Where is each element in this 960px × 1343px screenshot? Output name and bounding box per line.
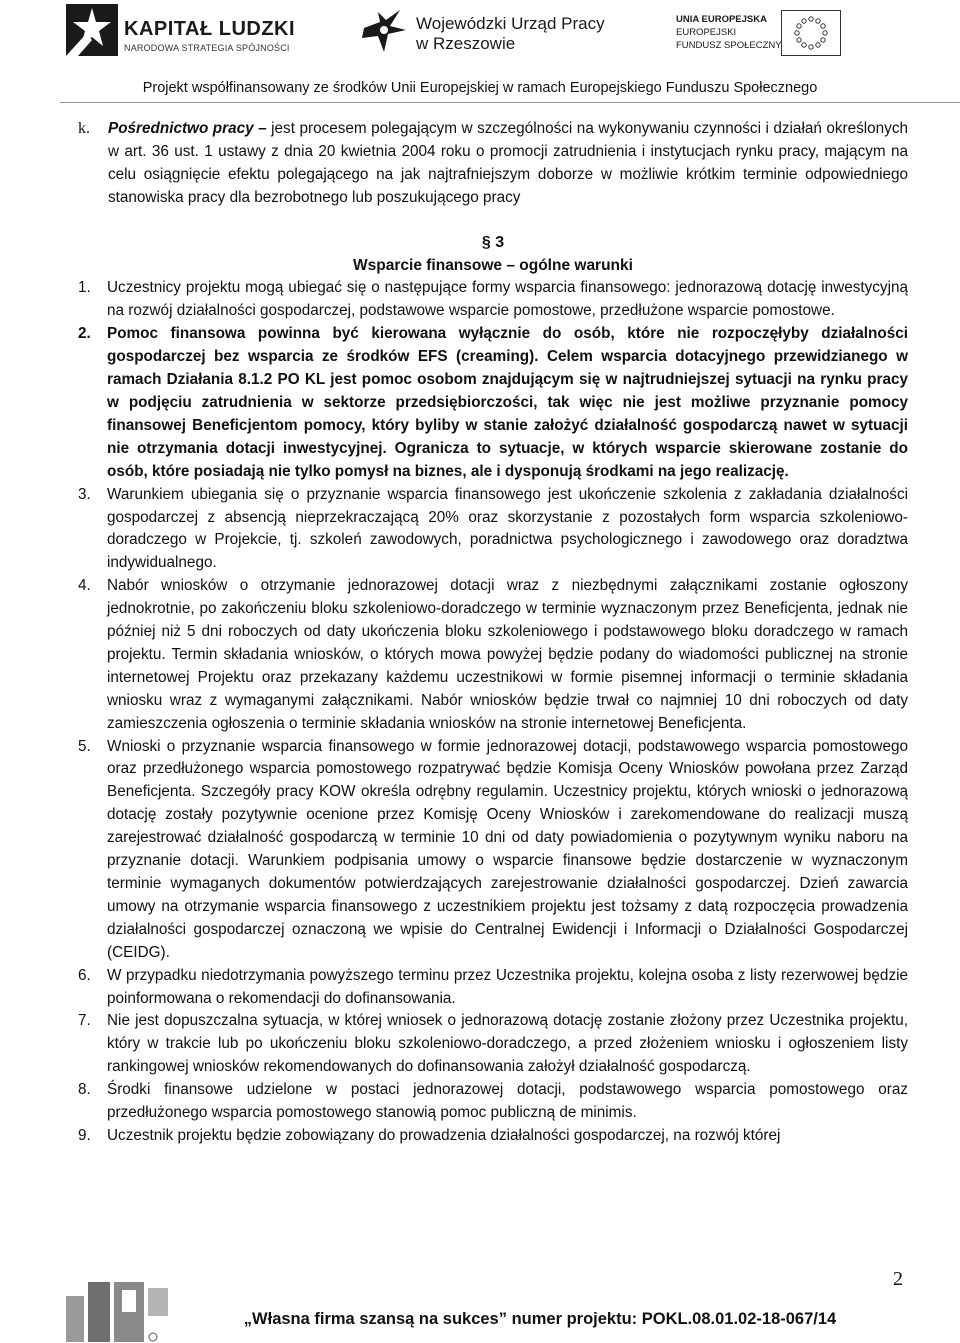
list-item-number: 7. — [78, 1012, 91, 1030]
list-item — [78, 323, 908, 483]
list-item — [78, 484, 908, 576]
list-item — [78, 1010, 908, 1079]
list-item-text: Środki finansowe udzielone w postaci jednorazowej dotacji, podstawowego wsparcia pomostowego oraz przedłużonego wsparcia pomostowego stanowią pomoc publiczną de minimis. — [107, 1081, 908, 1122]
list-item-number: 1. — [78, 279, 91, 297]
logo-wup-line2: w Rzeszowie — [416, 34, 516, 53]
definition-text: jest procesem polegającym w szczególności na wykonywaniu czynności i działań określonych w art. 36 ust. 1 ustawy z dnia 20 kwietnia 2004 roku o promocji zatrudnienia i instytucjach rynku pracy, mającym na celu osiągnięcie efektu polegającego na jak najtrafniejszym doborze w możliwie krótkim terminie odpowiedniego stanowiska pracy dla bezrobotnego lub poszukującego pracy — [108, 120, 908, 206]
list-item-text: Nie jest dopuszczalna sytuacja, w której wniosek o jednorazową dotację zostanie złożony przez Uczestnika projektu, który w trakcie lub po ukończeniu bloku szkoleniowo-doradczego, a przed złożeniem wniosku i ogłoszeniem listy rankingowej wniosków rekomendowanych do dofinansowania założył działalność gospodarczą. — [107, 1012, 908, 1076]
definition-dash: – — [253, 120, 272, 137]
logo-kl-title: KAPITAŁ LUDZKI — [124, 18, 296, 40]
list-item-number: 2. — [78, 325, 91, 343]
list-item-text: Pomoc finansowa powinna być kierowana wyłącznie do osób, które nie rozpoczęłyby działalności gospodarczej bez wsparcia ze środków EFS (creaming). Celem wsparcia dotacyjnego przewidzianego w ramach Działania 8.1.2 PO KL jest pomoc osobom znajdującym się w najtrudniejszej sytuacji na rynku pracy w podjęciu zatrudnienia w sektorze przedsiębiorczości, tak więc nie jest możliwe przyznanie pomocy finansowej Beneficjentom pomocy, który byliby w stanie założyć działalność gospodarczą nawet w sytuacji nie otrzymania dotacji inwestycyjnej. Ogranicza to sytuacje, w których wsparcie skierowane zostanie do osób, które posiadają nie tylko pomysł na biznes, ale i dysponują środkami na jego realizację. — [107, 325, 908, 480]
page-number: 2 — [893, 1268, 903, 1290]
logo-ue-line3: FUNDUSZ SPOŁECZNY — [676, 40, 782, 51]
list-item-text: Uczestnicy projektu mogą ubiegać się o następujące formy wsparcia finansowego: jednorazową dotację inwestycyjną na rozwój działalności gospodarczej, podstawowe wsparcie pomostowe, przedłużone wsparcie pomostowe. — [107, 279, 908, 320]
list-item-text: Nabór wniosków o otrzymanie jednorazowej dotacji wraz z niezbędnymi załącznikami zostanie ogłoszony jednokrotnie, po zakończeniu bloku szkoleniowo-doradczego w terminie wyznaczonym przez Beneficjenta, jednak nie później niż 5 dni roboczych od daty ukończenia bloku szkoleniowego i podstawowego bloku doradczego w ramach projektu. Termin składania wniosków, o których mowa powyżej będzie podany do wiadomości publicznej na stronie internetowej Projektu oraz przekazany każdemu uczestnikowi w formie pisemnej informacji o terminie składania wniosku wraz z wymaganymi załącznikami. Nabór wniosków będzie trwał co najmniej 10 dni roboczych od daty zamieszczenia ogłoszenia o terminie składania wniosków na stronie internetowej Beneficjenta. — [107, 577, 908, 732]
list-item — [78, 1079, 908, 1125]
document-body — [78, 118, 908, 1148]
definition-label: k. — [78, 120, 90, 137]
list-item — [78, 965, 908, 1011]
definition-term: Pośrednictwo pracy — [108, 120, 254, 137]
wup-rzeszow-logo — [360, 6, 605, 58]
header-divider — [60, 102, 960, 103]
list-item-text: Wnioski o przyznanie wsparcia finansowego w formie jednorazowej dotacji, podstawowego wsparcia pomostowego oraz przedłużonego wsparcia pomostowego rozpatrywać będzie Komisja Oceny Wniosków powołana przez Zarząd Beneficjenta. Szczegóły pracy KOW określa odrębny regulamin. Uczestnicy projektu, których wnioski o jednorazową dotację zostały pozytywnie ocenione przez Komisję Oceny Wniosków i zarekomendowane do realizacji muszą zarejestrować działalność gospodarczą w terminie 10 dni od daty powiadomienia o pozytywnym wyniku naboru na przyznanie dotacji. Warunkiem podpisania umowy o wsparcie finansowe będzie dostarczenie w wyznaczonym terminie wymaganych dokumentów potwierdzających zarejestrowanie działalności gospodarczej. Dzień zawarcia umowy na otrzymanie wsparcia finansowego z uczestnikiem projektu jest tożsamy z datą rozpoczęcia prowadzenia działalności gospodarczej oznaczoną we wpisie do Centralnej Ewidencji i Informacji o Działalności Gospodarczej (CEIDG). — [107, 737, 908, 961]
list-item — [78, 575, 908, 735]
list-item-text: Warunkiem ubiegania się o przyznanie wsparcia finansowego jest ukończenie szkolenia z zakładania działalności gospodarczej z absencją nieprzekraczającą 20% oraz skorzystanie z pozostałych form wsparcia szkoleniowo-doradczego w Projekcie, tj. szkoleń zawodowych, poradnictwa psychologicznego i zawodowego oraz doradztwa indywidualnego. — [107, 485, 908, 572]
list-item-number: 6. — [78, 966, 91, 984]
ue-efs-logo — [676, 10, 896, 60]
list-item-number: 3. — [78, 485, 91, 503]
section-title: Wsparcie finansowe – ogólne warunki — [353, 256, 633, 274]
list-item-number: 8. — [78, 1081, 91, 1099]
list-item — [78, 1125, 908, 1148]
logo-ue-line1: UNIA EUROPEJSKA — [676, 14, 767, 25]
list-item-number: 4. — [78, 577, 91, 595]
logo-ue-line2: EUROPEJSKI — [676, 27, 737, 38]
section-number: § 3 — [481, 233, 505, 251]
list-item-number: 9. — [78, 1126, 91, 1144]
cofinancing-statement: Projekt współfinansowany ze środków Unii Europejskiej w ramach Europejskiego Funduszu Społecznego — [142, 80, 818, 96]
wup-logo-mark — [360, 8, 408, 54]
list-item — [78, 277, 908, 323]
list-item-text: W przypadku niedotrzymania powyższego terminu przez Uczestnika projektu, kolejna osoba z listy rezerwowej będzie poinformowana o rekomendacji do dofinansowania. — [107, 966, 908, 1007]
paragraph-list — [78, 277, 908, 1147]
logo-kl-subtitle: NARODOWA STRATEGIA SPÓJNOŚCI — [124, 43, 290, 53]
list-item-number: 5. — [78, 737, 91, 755]
kapital-ludzki-logo — [66, 4, 306, 60]
page-header — [0, 0, 960, 100]
definition-item-k — [78, 118, 908, 210]
logo-wup-line1: Wojewódzki Urząd Pracy — [416, 14, 605, 33]
eu-flag-icon — [781, 10, 841, 56]
kapital-ludzki-logo-mark — [66, 4, 118, 56]
footer-project-number: „Własna firma szansą na sukces” numer projektu: POKL.08.01.02-18-067/14 — [243, 1310, 837, 1328]
list-item — [78, 736, 908, 965]
list-item-text: Uczestnik projektu będzie zobowiązany do prowadzenia działalności gospodarczej, na rozwój której — [107, 1126, 781, 1144]
